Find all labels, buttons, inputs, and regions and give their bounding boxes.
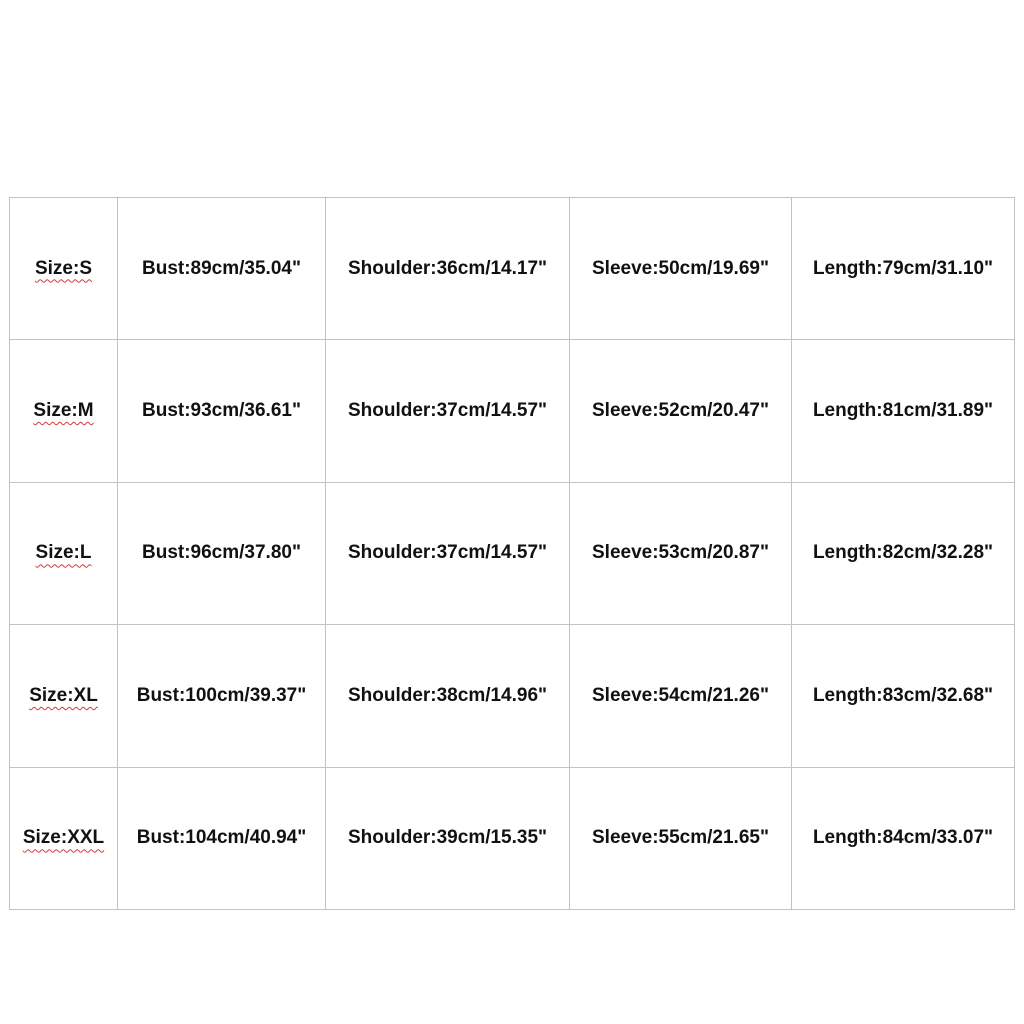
table-row	[10, 482, 1015, 624]
table-row	[10, 198, 1015, 340]
bust-cell: Bust:89cm/35.04"	[118, 198, 326, 340]
size-cell	[10, 198, 118, 340]
length-cell: Length:79cm/31.10"	[792, 198, 1015, 340]
table-row	[10, 767, 1015, 909]
bust-cell: Bust:96cm/37.80"	[118, 482, 326, 624]
length-cell: Length:81cm/31.89"	[792, 340, 1015, 482]
size-label: Size:M	[33, 400, 94, 422]
bust-cell: Bust:104cm/40.94"	[118, 767, 326, 909]
bust-cell: Bust:93cm/36.61"	[118, 340, 326, 482]
size-label: Size:S	[34, 257, 93, 279]
size-cell	[10, 482, 118, 624]
sleeve-cell: Sleeve:54cm/21.26"	[570, 625, 792, 767]
sleeve-cell: Sleeve:50cm/19.69"	[570, 198, 792, 340]
sleeve-cell: Sleeve:53cm/20.87"	[570, 482, 792, 624]
size-cell	[10, 767, 118, 909]
length-cell: Length:82cm/32.28"	[792, 482, 1015, 624]
shoulder-cell: Shoulder:37cm/14.57"	[326, 340, 570, 482]
shoulder-cell: Shoulder:39cm/15.35"	[326, 767, 570, 909]
size-chart-table	[9, 197, 1015, 910]
shoulder-cell: Shoulder:38cm/14.96"	[326, 625, 570, 767]
sleeve-cell: Sleeve:52cm/20.47"	[570, 340, 792, 482]
size-cell	[10, 340, 118, 482]
table-row	[10, 340, 1015, 482]
size-label: Size:L	[35, 542, 92, 564]
length-cell: Length:84cm/33.07"	[792, 767, 1015, 909]
size-label: Size:XL	[29, 684, 98, 706]
table-row	[10, 625, 1015, 767]
length-cell: Length:83cm/32.68"	[792, 625, 1015, 767]
shoulder-cell: Shoulder:36cm/14.17"	[326, 198, 570, 340]
size-label: Size:XXL	[22, 827, 105, 849]
size-cell	[10, 625, 118, 767]
shoulder-cell: Shoulder:37cm/14.57"	[326, 482, 570, 624]
sleeve-cell: Sleeve:55cm/21.65"	[570, 767, 792, 909]
bust-cell: Bust:100cm/39.37"	[118, 625, 326, 767]
